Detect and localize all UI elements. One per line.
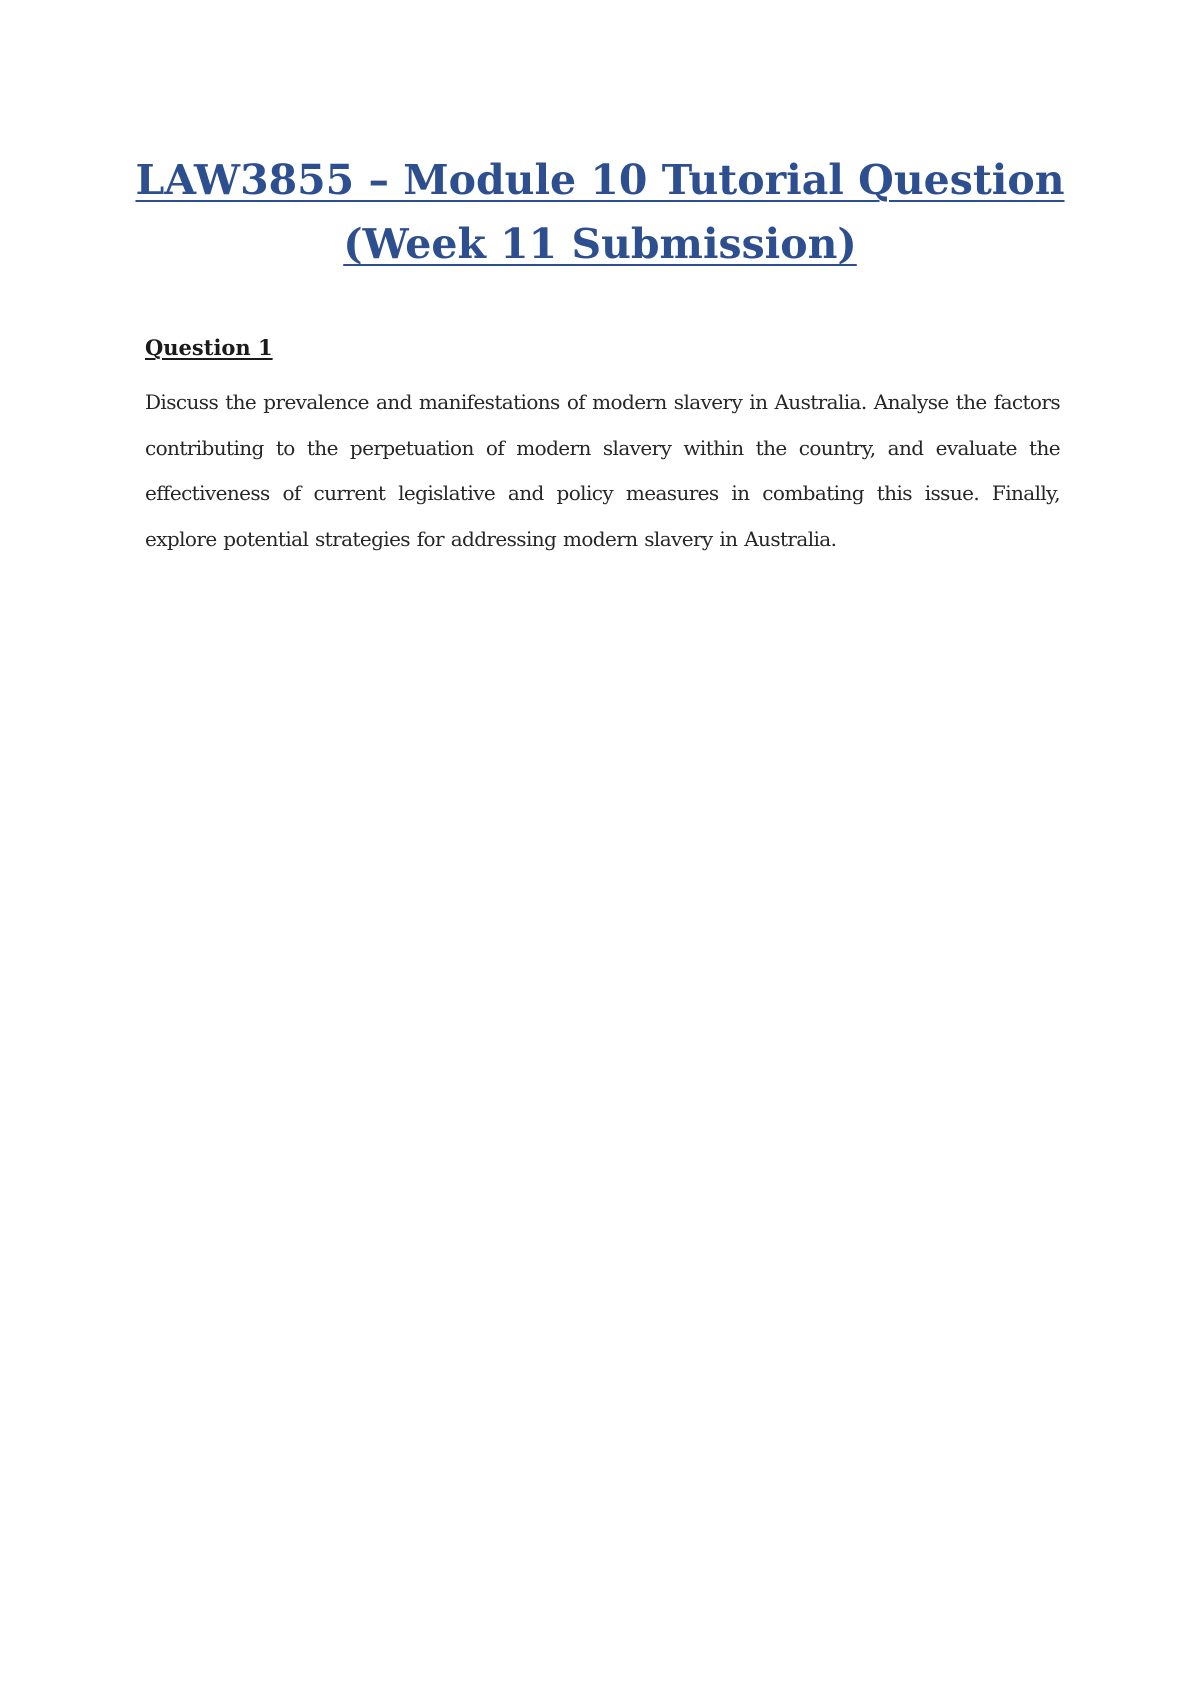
question-heading: Question 1 (145, 335, 273, 360)
title-line-1: LAW3855 – Module 10 Tutorial Question (135, 156, 1065, 204)
title-line-2: (Week 11 Submission) (343, 220, 857, 268)
question-text: Discuss the prevalence and manifestations of modern slavery in Australia. Analyse the factors contributing to the perpetuation of modern slavery within the country, and evaluate the effectiveness of current legislative and policy measures in combating this issue. Finally, explore potential strategies for addressing modern slavery in Australia. (145, 390, 1060, 551)
page-title (120, 148, 1080, 276)
